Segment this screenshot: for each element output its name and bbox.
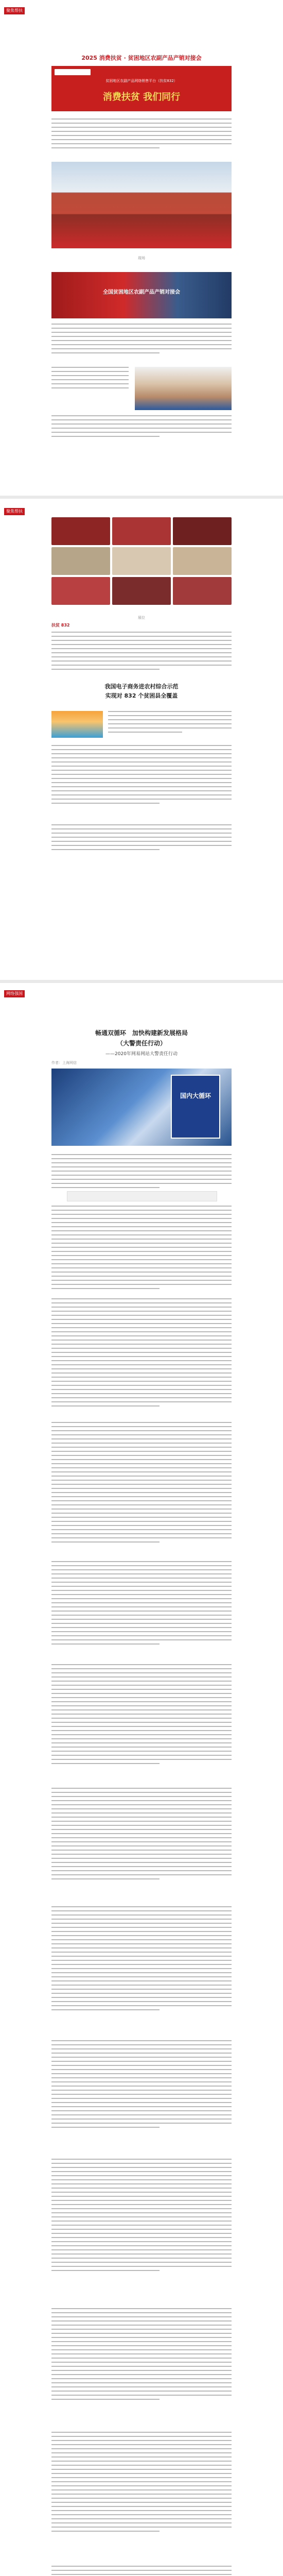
article-body [51,2566,232,2576]
section-tag: 聚焦帮扶 [4,7,25,14]
section-tag: 聚焦帮扶 [4,508,25,515]
section-title: 2025 消费扶贫 · 贫困地区农副产品产销对接会 [81,55,202,61]
article-title-line1: 我国电子商务进农村综合示范 [104,683,179,690]
photo-banner-text: 全国贫困地区农副产品产销对接会 [103,290,180,295]
pull-quote [67,1191,217,1201]
article-title-line1: 畅通双循环 加快构建新发展格局 [95,1029,188,1037]
product-image [112,577,171,605]
article-body [51,2432,232,2535]
banner-subtitle: 贫困地区农副产品网络销售平台（扶贫832） [105,79,178,83]
speaker-photo [135,367,232,410]
article-title-line2: 实现对 832 个贫困县全覆盖 [105,692,178,699]
product-image [112,547,171,575]
product-image [173,547,232,575]
paragraph [51,824,232,853]
paragraph [108,711,232,736]
article-body [51,2159,232,2274]
article-subtitle: ——2020年网易网站大警责任行动 [105,1052,178,1057]
banner-headline: 消费扶贫 我们同行 [102,92,181,103]
article-body [51,2308,232,2403]
article-body [51,1906,232,2013]
article-body [51,1664,232,1767]
paragraph [51,415,232,440]
product-image [112,517,171,545]
paragraph [51,367,129,392]
paragraph [51,118,232,151]
product-image [51,517,110,545]
article-body [51,2040,232,2131]
byline: 作者：上海网信 [51,1061,77,1065]
article-body [51,1788,232,1883]
divider [0,496,283,499]
product-image [173,577,232,605]
article-body [51,1422,232,1546]
event-banner [51,66,232,111]
sub-tag: 扶贫 832 [51,623,70,628]
event-photo [51,272,232,318]
paragraph [51,324,232,357]
section-tag: 网络强国 [4,990,25,997]
cover-image [51,1069,232,1146]
paragraph [51,745,232,807]
divider [0,980,283,983]
article-body [51,1561,232,1648]
photo-caption: 现场 [138,256,145,260]
article-title-line2: （大警责任行动） [116,1040,166,1047]
article-body [51,1154,232,1191]
product-image [51,577,110,605]
article-body [51,1206,232,1292]
infographic [51,711,103,738]
product-grid [51,517,232,605]
paragraph [51,632,232,673]
product-image [51,547,110,575]
logo [55,69,91,75]
photo-caption: 展位 [138,616,145,620]
venue-photo [51,162,232,248]
product-image [173,517,232,545]
magazine-cover [171,1075,220,1139]
magazine-cover-text: 国内大循环 [180,1092,211,1099]
article-body [51,1298,232,1410]
